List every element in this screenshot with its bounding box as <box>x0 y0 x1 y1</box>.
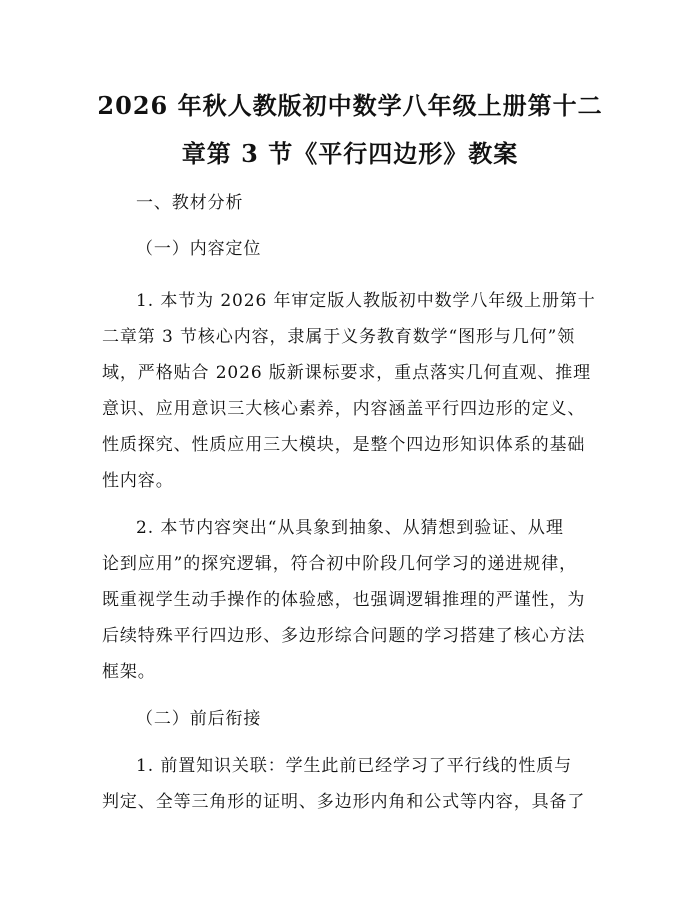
paragraph-2-line: 论到应用”的探究逻辑，符合初中阶段几何学习的递进规律， <box>102 554 577 574</box>
paragraph-1-line: 二章第 3 节核心内容，隶属于义务教育数学“图形与几何”领 <box>102 327 576 347</box>
paragraph-3-line: 1. 前置知识关联：学生此前已经学习了平行线的性质与 <box>136 756 573 776</box>
paragraph-2-line: 框架。 <box>102 662 156 682</box>
paragraph-1-line: 性质探究、性质应用三大模块，是整个四边形知识体系的基础 <box>102 435 586 455</box>
subsection-heading-content-positioning: （一）内容定位 <box>136 239 262 259</box>
title-line-2: 章第 3 节《平行四边形》教案 <box>181 139 519 168</box>
paragraph-1-line: 1. 本节为 2026 年审定版人教版初中数学八年级上册第十 <box>136 291 596 311</box>
paragraph-1-line: 意识、应用意识三大核心素养，内容涵盖平行四边形的定义、 <box>102 399 586 419</box>
subsection-heading-connections: （二）前后衔接 <box>136 709 262 729</box>
paragraph-1-line: 性内容。 <box>102 471 174 491</box>
paragraph-3-line: 判定、全等三角形的证明、多边形内角和公式等内容，具备了 <box>102 792 586 812</box>
paragraph-2-line: 后续特殊平行四边形、多边形综合问题的学习搭建了核心方法 <box>102 626 586 646</box>
paragraph-2-line: 2. 本节内容突出“从具象到抽象、从猜想到验证、从理 <box>136 518 564 538</box>
document-title <box>92 82 608 178</box>
paragraph-1-line: 域，严格贴合 2026 版新课标要求，重点落实几何直观、推理 <box>102 363 592 383</box>
title-line-1: 2026 年秋人教版初中数学八年级上册第十二 <box>97 91 603 120</box>
paragraph-2-line: 既重视学生动手操作的体验感，也强调逻辑推理的严谨性，为 <box>102 590 586 610</box>
section-heading-teaching-material-analysis: 一、教材分析 <box>136 193 244 213</box>
